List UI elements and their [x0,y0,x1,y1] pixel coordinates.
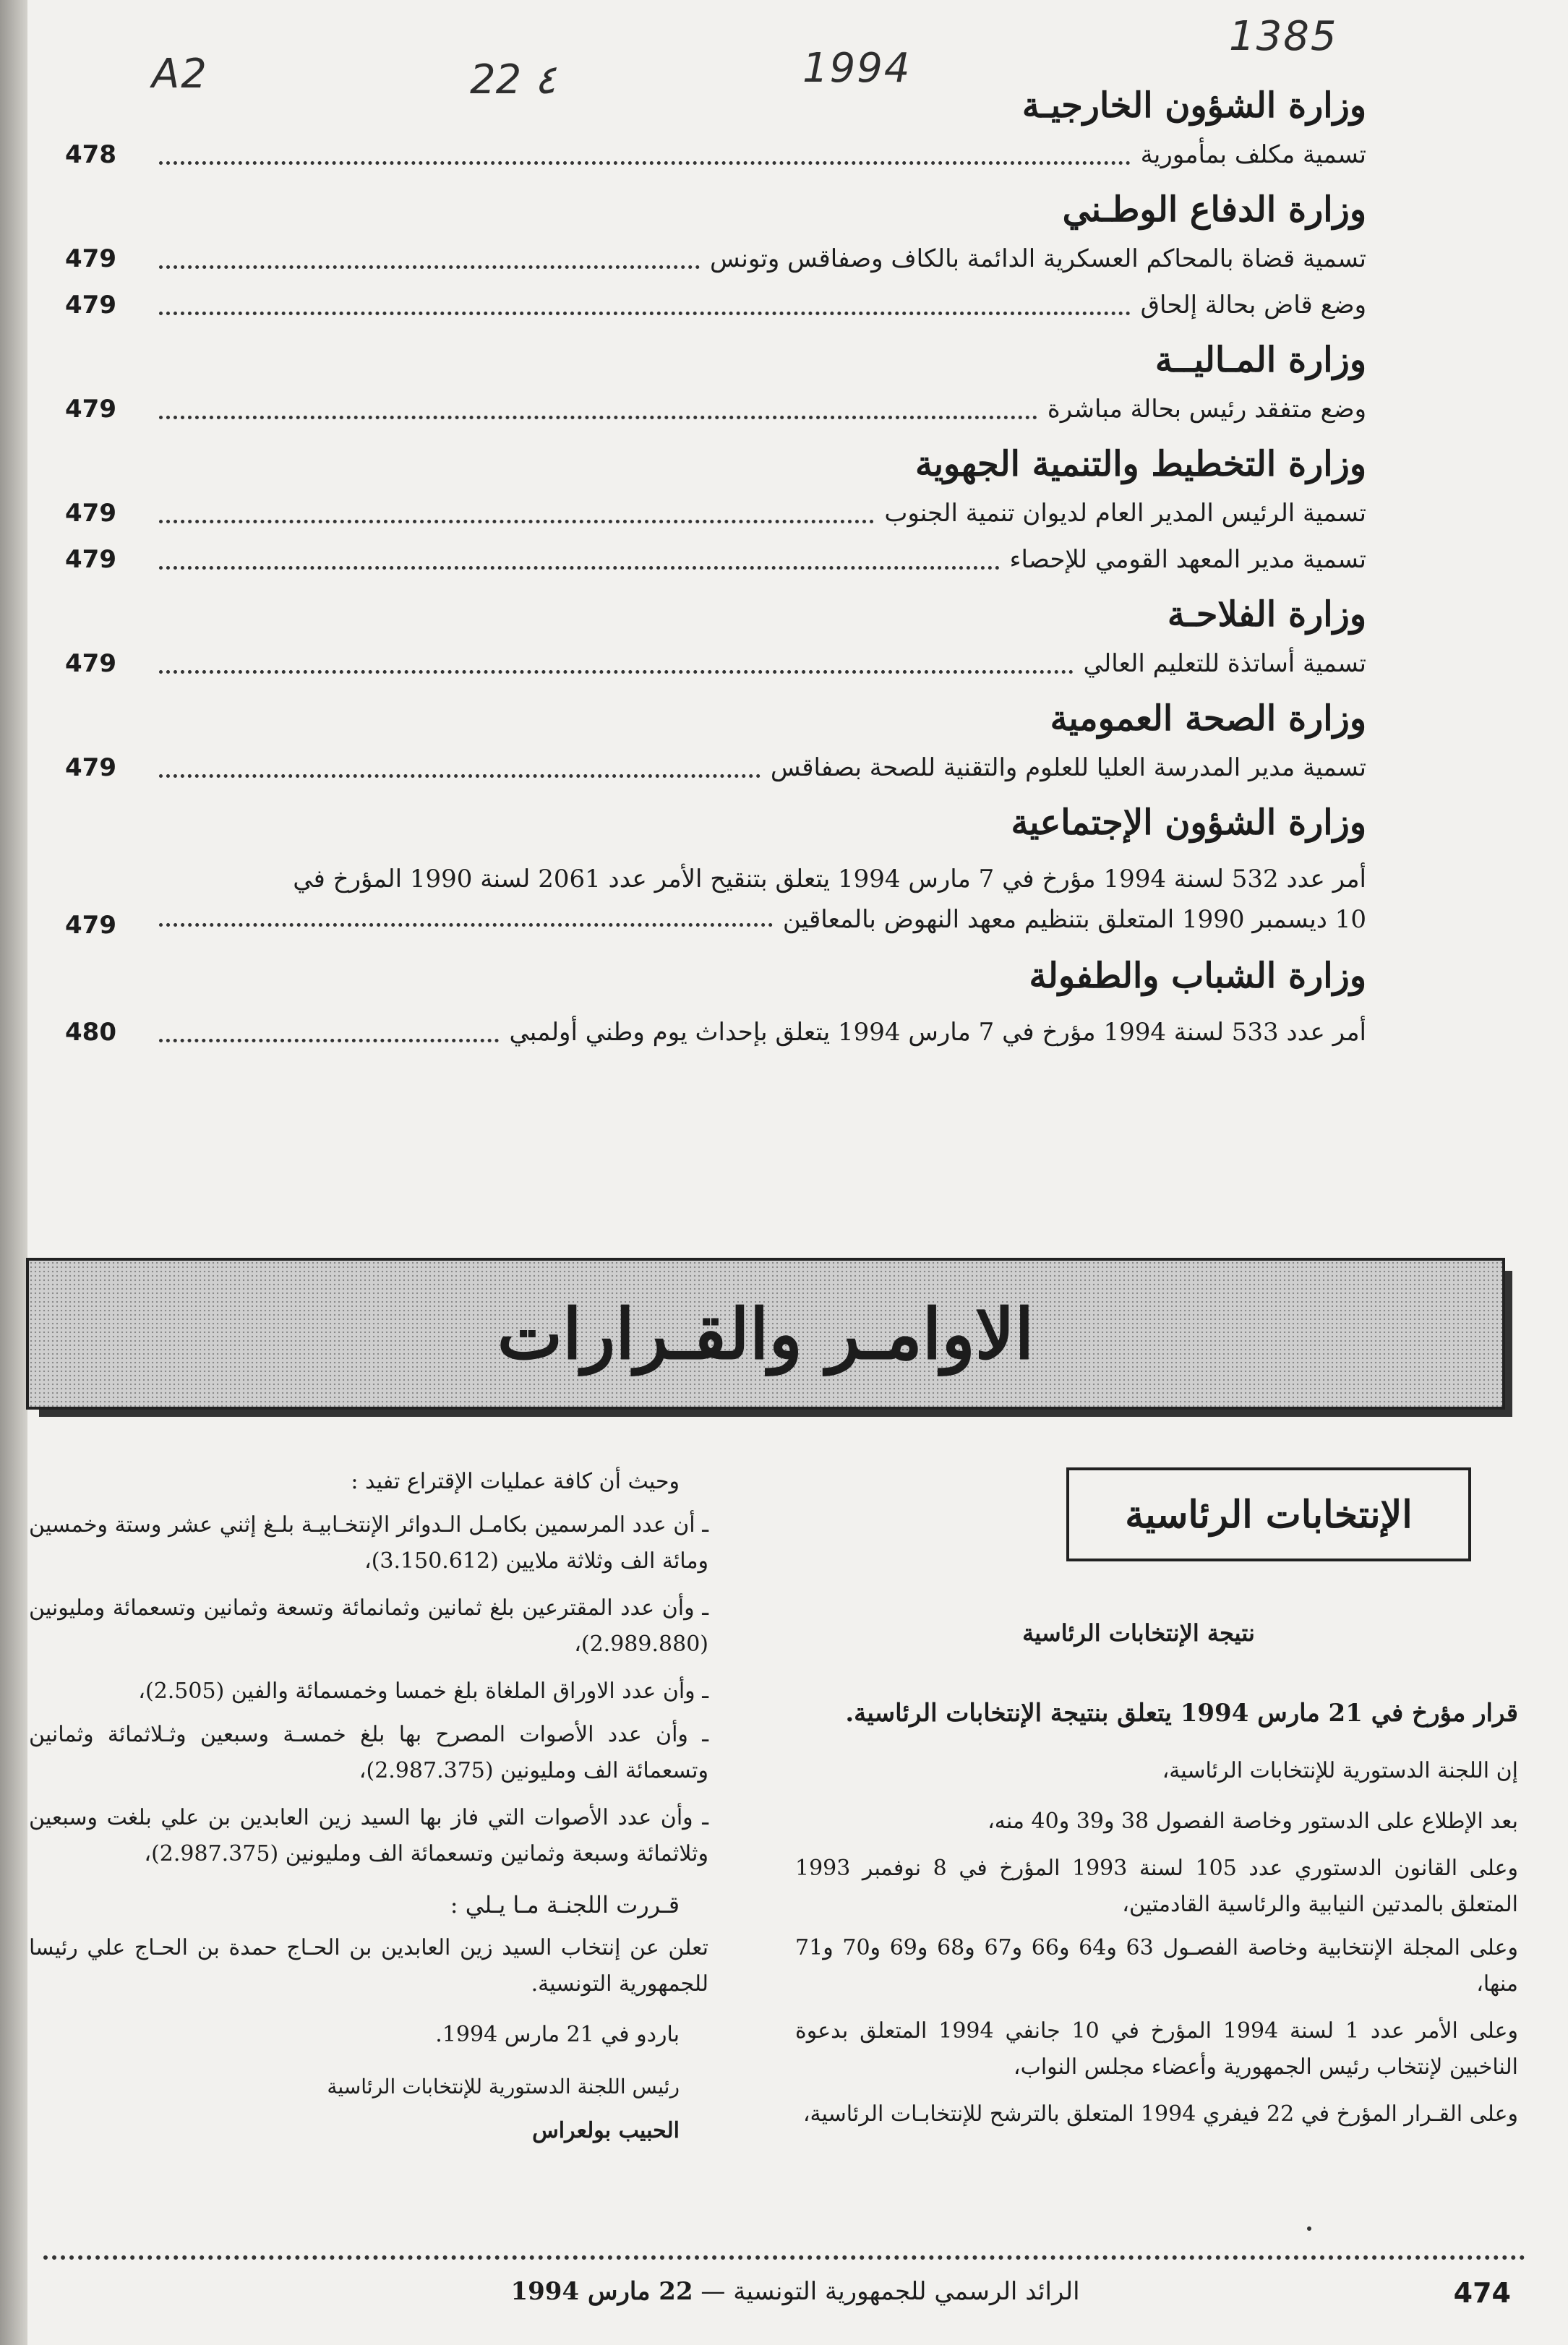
preamble-paragraph: وعلى القـرار المؤرخ في 22 فيفري 1994 المتعلق بالترشح للإنتخابـات الرئاسية، [802,2101,1518,2127]
preamble-paragraph: بعد الإطلاع على الدستور وخاصة الفصول 38 و39 و40 منه، [988,1809,1518,1834]
toc-entry-page: 479 [65,499,116,528]
toc-entry-page: 479 [65,649,116,678]
toc-entry-page: 479 [65,545,116,574]
decree-title: قرار مؤرخ في 21 مارس 1994 يتعلق بنتيجة الإنتخابات الرئاسية. [845,1699,1518,1728]
signatory-name: الحبيب بولعراس [532,2118,680,2143]
toc-entry-text: تسمية مكلف بمأمورية [1140,140,1366,169]
gazette-date: 22 مارس 1994 [510,2277,693,2306]
toc-entry-text: أمر عدد 533 لسنة 1994 مؤرخ في 7 مارس 1994 يتعلق بإحداث يوم وطني أولمبي [509,1018,1366,1047]
handwritten-day: 22 ٤ [470,56,557,103]
stray-mark [1307,2226,1311,2231]
ministry-heading: وزارة التخطيط والتنمية الجهوية [914,444,1366,484]
dot-leader [159,670,1074,674]
toc-entry [65,745,1366,791]
toc-entry-page: 478 [65,140,116,169]
toc-entry [65,236,1366,282]
section-banner [26,1258,1505,1410]
contents-listing [65,80,1366,1055]
dot-leader [159,566,1000,570]
ministry-heading: وزارة الشباب والطفولة [1029,956,1366,996]
dot-leader [159,265,700,269]
dot-leader [159,161,1131,165]
scanned-page-edge [0,0,27,2345]
toc-entry [65,282,1366,328]
preamble-paragraph: وعلى المجلة الإنتخابية وخاصة الفصـول 63 و64 و66 و67 و68 و69 و70 و71 منها، [795,1935,1518,1997]
toc-entry [65,1009,1366,1055]
dot-leader [159,416,1037,419]
toc-entry-page: 479 [65,911,116,940]
ministry-heading: وزارة الصحة العمومية [1050,698,1366,739]
footer-rule [43,2255,1525,2260]
ministry-heading: وزارة المـاليــة [1154,340,1366,380]
toc-entry-page: 479 [65,395,116,424]
toc-entry-page: 479 [65,291,116,320]
toc-entry [65,640,1366,687]
findings-intro: وحيث أن كافة عمليات الإقتراع تفيد : [351,1469,680,1494]
banner-title: الاوامـر والقـرارات [497,1292,1034,1375]
toc-entry-page: 479 [65,753,116,782]
toc-entry-text: تسمية الرئيس المدير العام لديوان تنمية الجنوب [884,499,1366,528]
resolution-heading: قـررت اللجنـة مـا يـلي : [450,1891,680,1919]
toc-entry-page: 480 [65,1018,116,1047]
finding-item: ـ وأن عدد الأصوات التي فاز بها السيد زين العابدين بن علي بلغت وسبعين وثلاثمائة وسبعة وثمانين وتسعمائة الف ومليونين (2.987.375)، [29,1805,708,1866]
ministry-heading: وزارة الشؤون الخارجيـة [1021,85,1366,126]
toc-entry-text: وضع قاض بحالة إلحاق [1140,291,1366,320]
dot-leader [159,774,761,778]
page-number: 474 [1453,2277,1511,2309]
dot-leader [159,312,1131,315]
handwritten-year: 1994 [802,45,912,92]
ministry-heading: وزارة الفلاحـة [1167,594,1366,635]
handwritten-reference: 1385 [1229,13,1338,60]
finding-item: ـ وأن عدد الاوراق الملغاة بلغ خمسا وخمسمائة والفين (2.505)، [138,1679,708,1704]
preamble-paragraph: إن اللجنة الدستورية للإنتخابات الرئاسية، [1162,1758,1518,1783]
ministry-heading: وزارة الشؤون الإجتماعية [1011,802,1366,843]
gazette-name: الرائد الرسمي للجمهورية التونسية — [693,2277,1080,2306]
announcement: تعلن عن إنتخاب السيد زين العابدين بن الحـاج حمدة بن الحـاج علي رئيسا للجمهورية التونسية. [29,1935,708,1997]
toc-entry-page: 479 [65,244,116,273]
toc-entry [65,490,1366,536]
toc-entry-text: وضع متفقد رئيس بحالة مباشرة [1047,395,1366,424]
place-date: باردو في 21 مارس 1994. [435,2022,680,2047]
toc-entry-text: تسمية أساتذة للتعليم العالي [1083,649,1366,678]
toc-entry-text: تسمية مدير المدرسة العليا للعلوم والتقنية للصحة بصفاقس [770,753,1366,782]
toc-entry-text: تسمية قضاة بالمحاكم العسكرية الدائمة بالكاف وصفاقس وتونس [710,244,1366,273]
finding-item: ـ وأن عدد الأصوات المصرح بها بلغ خمسـة وسبعين وثـلاثمائة وثمانين وتسعمائة الف ومليونين (2.987.375)، [29,1722,708,1783]
section-title-box: الإنتخابات الرئاسية [1066,1467,1471,1561]
toc-entry-text-line2: 10 ديسمبر 1990 المتعلق بتنظيم معهد النهوض بالمعاقين [782,905,1366,934]
toc-entry-text: تسمية مدير المعهد القومي للإحصاء [1009,545,1366,574]
toc-entry [65,132,1366,178]
toc-entry [65,386,1366,432]
finding-item: ـ أن عدد المرسمين بكامـل الـدوائر الإنتخـابيـة بلـغ إثني عشر وستة وخمسين ومائة الف وثلاثة ملايين (3.150.612)، [29,1512,709,1574]
toc-entry [65,536,1366,583]
footer-gazette-line [434,2277,1157,2306]
toc-entry-text-line1: أمر عدد 532 لسنة 1994 مؤرخ في 7 مارس 1994 يتعلق بتنقيح الأمر عدد 2061 لسنة 1990 المؤرخ في [293,865,1366,893]
toc-entry-last-line [65,899,1366,940]
ministry-heading: وزارة الدفاع الوطـني [1062,189,1366,230]
toc-entry-multiline [65,859,1366,940]
finding-item: ـ وأن عدد المقترعين بلغ ثمانين وثمانمائة وتسعة وثمانين وتسعمائة ومليونين (2.989.880)، [29,1595,708,1657]
handwritten-note-a2: A2 [152,51,208,98]
preamble-paragraph: وعلى الأمر عدد 1 لسنة 1994 المؤرخ في 10 جانفي 1994 المتعلق بدعوة الناخبين لإنتخاب رئيس الجمهورية وأعضاء مجلس النواب، [795,2018,1518,2080]
dot-leader [159,923,773,927]
signatory-role: رئيس اللجنة الدستورية للإنتخابات الرئاسية [327,2075,680,2099]
sub-heading: نتيجة الإنتخابات الرئاسية [1022,1619,1255,1647]
preamble-paragraph: وعلى القانون الدستوري عدد 105 لسنة 1993 المؤرخ في 8 نوفمبر 1993 المتعلق بالمدتين النيابية والرئاسية القادمتين، [795,1856,1519,1917]
dot-leader [159,520,874,523]
dot-leader [159,1039,499,1042]
